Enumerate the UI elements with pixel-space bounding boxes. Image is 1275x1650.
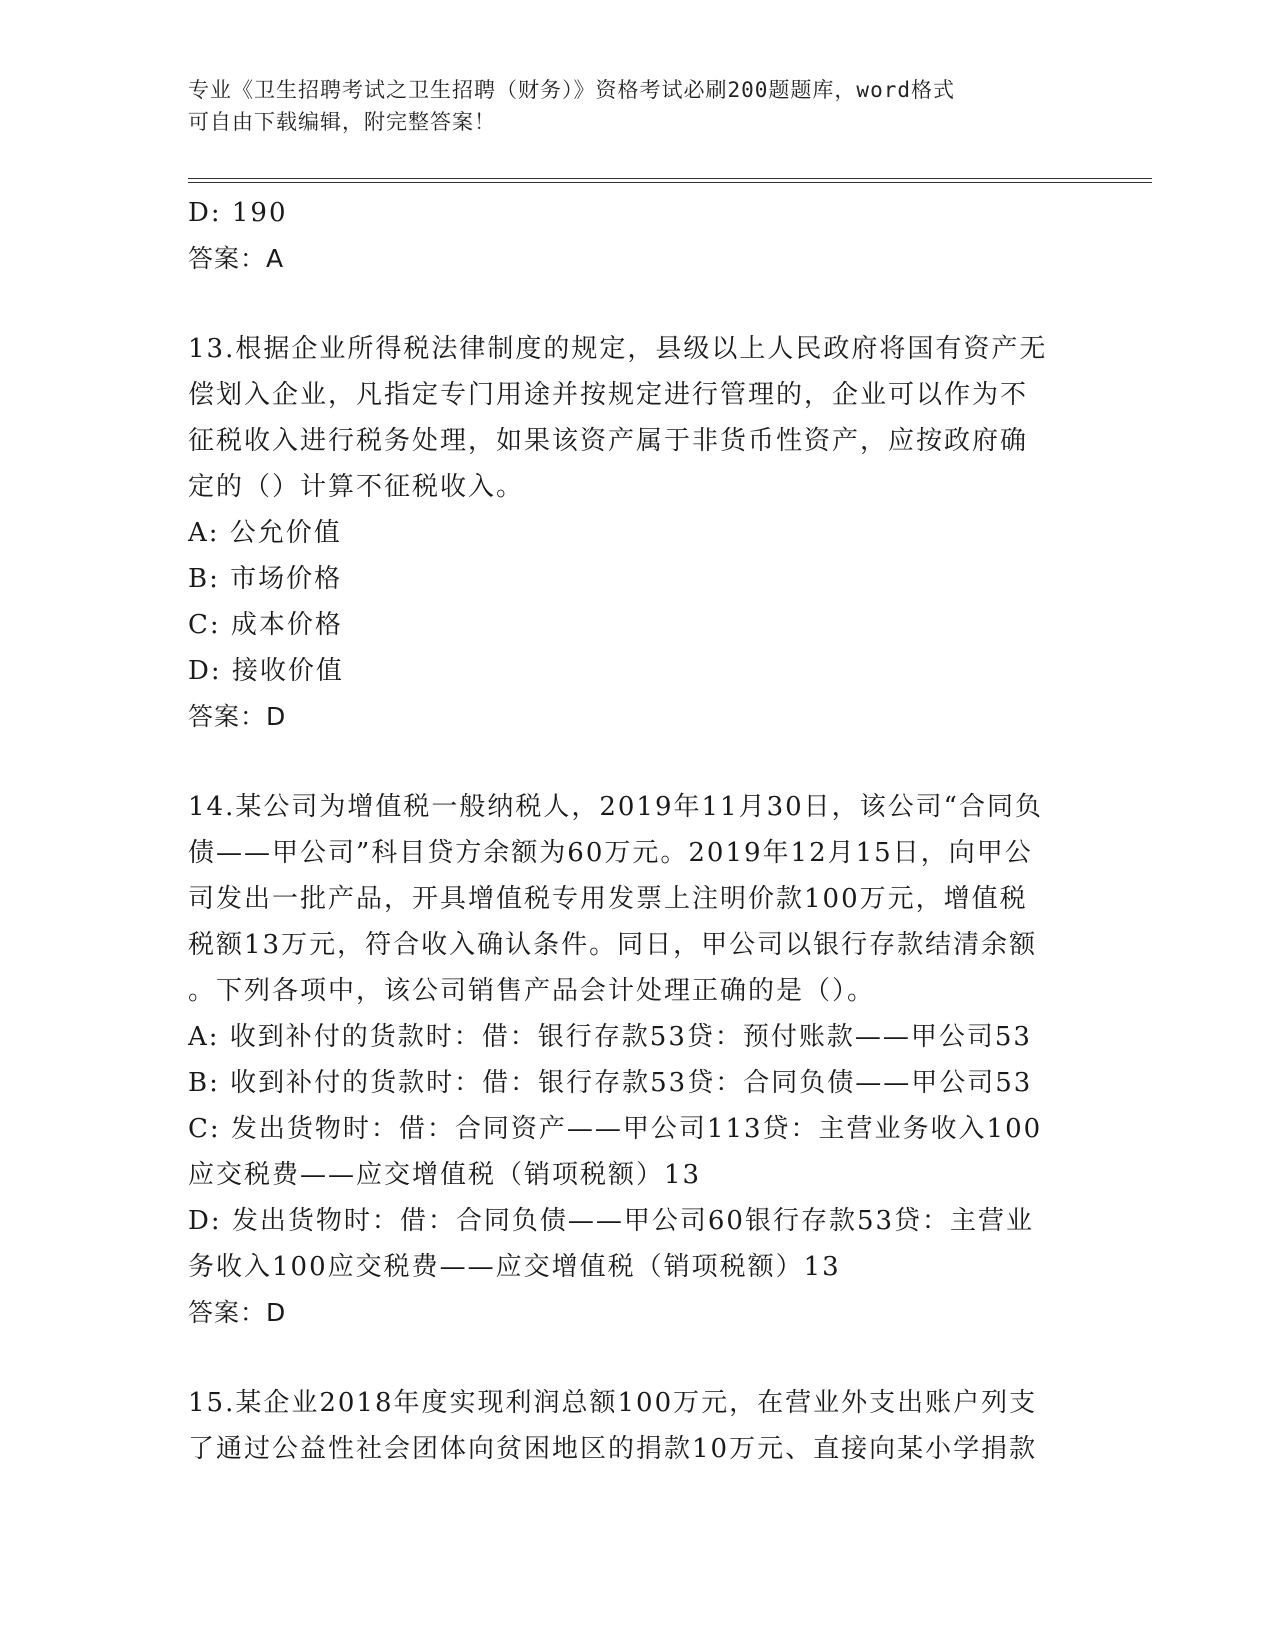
- question-line: 征税收入进行税务处理，如果该资产属于非货币性资产，应按政府确: [188, 426, 1029, 456]
- page-header: [188, 74, 1068, 138]
- header-divider-top: [188, 178, 1152, 179]
- question-line: 14.某公司为增值税一般纳税人，2019年11月30日，该公司“合同负: [188, 792, 1043, 822]
- spacer: [188, 282, 1088, 326]
- header-line-2: 可自由下载编辑，附完整答案！: [188, 110, 496, 134]
- question-line: 偿划入企业，凡指定专门用途并按规定进行管理的，企业可以作为不: [188, 380, 1029, 410]
- option-c: C: 发出货物时：借：合同资产——甲公司113贷：主营业务收入100: [188, 1114, 1043, 1144]
- question-14: [188, 784, 1088, 1336]
- answer-line: 答案：D: [188, 702, 287, 731]
- question-line: 了通过公益性社会团体向贫困地区的捐款10万元、直接向某小学捐款: [188, 1434, 1038, 1464]
- question-15: [188, 1380, 1088, 1472]
- spacer: [188, 740, 1088, 784]
- option-d: D: 发出货物时：借：合同负债——甲公司60银行存款53贷：主营业: [188, 1206, 1035, 1236]
- question-line: 债——甲公司”科目贷方余额为60万元。2019年12月15日，向甲公: [188, 838, 1033, 868]
- answer-line: 答案：D: [188, 1298, 287, 1327]
- question-line: 定的（）计算不征税收入。: [188, 472, 525, 502]
- option-d: D: 接收价值: [188, 656, 344, 686]
- question-13: [188, 326, 1088, 740]
- option-d-continued: 务收入100应交税费——应交增值税（销项税额）13: [188, 1252, 841, 1282]
- header-line-1: 专业《卫生招聘考试之卫生招聘（财务）》资格考试必刷200题题库，word格式: [188, 78, 955, 102]
- question-line: 15.某企业2018年度实现利润总额100万元，在营业外支出账户列支: [188, 1388, 1038, 1418]
- question-line: 司发出一批产品，开具增值税专用发票上注明价款100万元，增值税: [188, 884, 1028, 914]
- document-body: [188, 190, 1088, 1472]
- answer-line: 答案：A: [188, 244, 285, 273]
- header-divider-bottom: [188, 182, 1152, 183]
- question-line: 13.根据企业所得税法律制度的规定，县级以上人民政府将国有资产无: [188, 334, 1048, 364]
- option-b: B: 市场价格: [188, 564, 343, 594]
- question-line: 。下列各项中，该公司销售产品会计处理正确的是（）。: [188, 976, 876, 1006]
- option-c-continued: 应交税费——应交增值税（销项税额）13: [188, 1160, 702, 1190]
- option-d: D: 190: [188, 198, 288, 228]
- spacer: [188, 1336, 1088, 1380]
- option-a: A: 收到补付的货款时：借：银行存款53贷：预付账款——甲公司53: [188, 1022, 1032, 1052]
- option-c: C: 成本价格: [188, 610, 343, 640]
- question-12-tail: [188, 190, 1088, 282]
- question-line: 税额13万元，符合收入确认条件。同日，甲公司以银行存款结清余额: [188, 930, 1038, 960]
- option-a: A: 公允价值: [188, 518, 342, 548]
- option-b: B: 收到补付的货款时：借：银行存款53贷：合同负债——甲公司53: [188, 1068, 1033, 1098]
